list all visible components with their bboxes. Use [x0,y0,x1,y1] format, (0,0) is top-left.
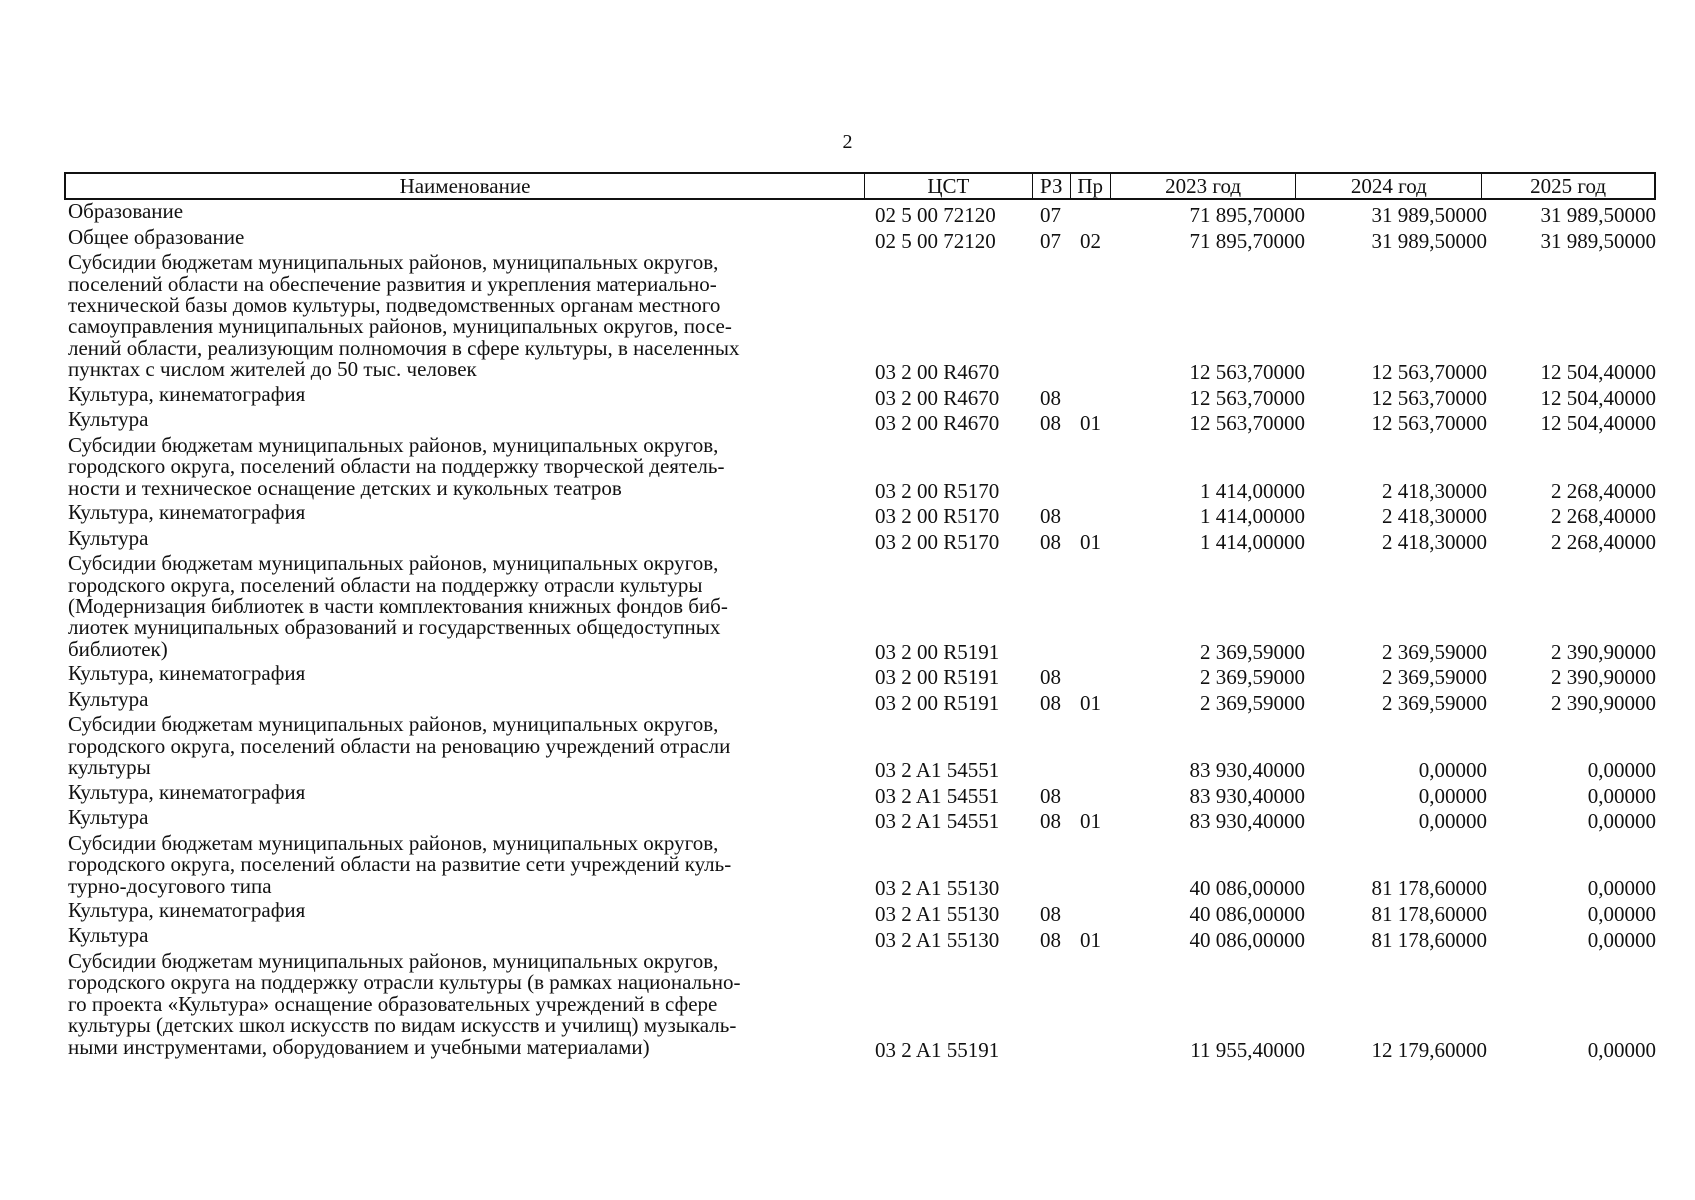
table-header [64,172,1656,200]
row-name: Субсидии бюджетам муниципальных районов, муниципальных округов, поселений области на обеспечение развития и укрепления материально- технической базы домов культуры, подведомственных органам местного самоуправления муниципальных районов, муниципальных округов, посе- лений области, реализующим полномочия в сфере культуры, в населенных пунктах с числом жителей до 50 тыс. человек [68,250,740,382]
row-name: Культура, кинематография [68,661,306,686]
row-2025: 0,00000 [1587,758,1656,783]
row-cst: 03 2 00 R4670 [875,411,1000,436]
row-2024: 2 418,30000 [1382,504,1487,529]
row-cst: 03 2 A1 54551 [875,758,1000,783]
row-2024: 12 563,70000 [1371,360,1487,385]
row-2024: 81 178,60000 [1371,902,1487,927]
row-rz: 07 [1040,228,1061,253]
row-2025: 0,00000 [1587,927,1656,952]
row-2024: 81 178,60000 [1371,927,1487,952]
row-rz: 08 [1040,690,1061,715]
row-name: Культура, кинематография [68,779,306,804]
row-cst: 03 2 A1 55130 [875,927,1000,952]
row-2024: 0,00000 [1418,809,1487,834]
row-name: Субсидии бюджетам муниципальных районов, муниципальных округов, городского округа на поддержку отрасли культуры (в рамках национально- го проекта «Культура» оснащение образовательных учреждений в сфере культуры (детских школ искусств по видам искусств и училищ) музыкаль- ными инструментами, оборудованием и учебными материалами) [68,949,741,1059]
row-2024: 2 418,30000 [1382,478,1487,503]
row-name: Образование [68,199,184,223]
row-rz: 08 [1040,902,1061,927]
row-values [64,413,1656,435]
row-2023: 40 086,00000 [1189,902,1305,927]
header-2023: 2023 год [1111,174,1297,198]
table-row [64,525,1656,554]
row-2024: 12 179,60000 [1371,1037,1487,1062]
table-row [64,553,1656,663]
row-2025: 2 268,40000 [1551,504,1656,529]
row-values [64,785,1656,807]
row-2025: 2 390,90000 [1551,639,1656,664]
row-2024: 81 178,60000 [1371,876,1487,901]
row-name: Культура, кинематография [68,897,306,922]
row-2023: 83 930,40000 [1189,783,1305,808]
row-2025: 0,00000 [1587,876,1656,901]
row-name: Субсидии бюджетам муниципальных районов, муниципальных округов, городского округа, поселений области на развитие сети учреждений куль- турно-досугового типа [68,830,732,898]
row-pr: 01 [1080,927,1101,952]
row-rz: 08 [1040,665,1061,690]
row-2024: 0,00000 [1418,783,1487,808]
table-row [64,807,1656,833]
row-2025: 2 390,90000 [1551,690,1656,715]
row-2024: 0,00000 [1418,758,1487,783]
row-values [64,205,1656,227]
row-2025: 12 504,40000 [1540,385,1656,410]
row-values [64,903,1656,925]
row-2023: 1 414,00000 [1200,478,1305,503]
table-row [64,714,1656,781]
row-2025: 12 504,40000 [1540,360,1656,385]
page-number: 2 [842,131,853,153]
row-cst: 03 2 A1 55130 [875,902,1000,927]
header-name: Наименование [66,174,865,198]
row-pr: 01 [1080,529,1101,554]
row-values [64,667,1656,689]
row-name: Культура, кинематография [68,499,306,524]
row-values [64,362,1656,384]
row-2023: 40 086,00000 [1189,876,1305,901]
row-2023: 71 895,70000 [1189,203,1305,228]
table-row [64,432,1656,503]
row-2025: 2 268,40000 [1551,529,1656,554]
row-pr: 01 [1080,809,1101,834]
row-name: Общее образование [68,224,245,249]
row-2023: 12 563,70000 [1189,411,1305,436]
row-2023: 1 414,00000 [1200,504,1305,529]
row-2023: 1 414,00000 [1200,529,1305,554]
row-values [64,641,1656,663]
row-rz: 08 [1040,385,1061,410]
row-2023: 11 955,40000 [1190,1037,1305,1062]
row-2024: 2 418,30000 [1382,529,1487,554]
row-values [64,760,1656,782]
row-cst: 03 2 A1 54551 [875,809,1000,834]
row-cst: 03 2 00 R5191 [875,690,1000,715]
row-values [64,480,1656,502]
row-2023: 12 563,70000 [1189,385,1305,410]
row-name: Субсидии бюджетам муниципальных районов, муниципальных округов, городского округа, поселений области на поддержку творческой деятель- ности и техническое оснащение детских и кукольных театров [68,432,725,500]
table-row [64,925,1656,951]
row-values [64,506,1656,528]
row-2025: 0,00000 [1587,902,1656,927]
row-2024: 31 989,50000 [1371,228,1487,253]
row-name: Субсидии бюджетам муниципальных районов, муниципальных округов, городского округа, поселений области на поддержку отрасли культуры (Модернизация библиотек в части комплектования книжных фондов биб- лиотек муниципальных образований и государственных общедоступных библиотек) [68,551,728,661]
row-values [64,878,1656,900]
row-cst: 03 2 00 R4670 [875,360,1000,385]
row-cst: 03 2 00 R5170 [875,504,1000,529]
row-2023: 71 895,70000 [1189,228,1305,253]
row-name: Культура [68,686,149,711]
table-row [64,897,1656,927]
row-pr: 01 [1080,690,1101,715]
table-row [64,830,1656,901]
row-name: Культура [68,805,149,830]
row-2025: 0,00000 [1587,783,1656,808]
header-pr: Пр [1071,174,1111,198]
row-cst: 03 2 A1 55130 [875,876,1000,901]
table-row [64,201,1656,227]
header-2025: 2025 год [1530,174,1607,198]
row-2023: 40 086,00000 [1189,927,1305,952]
header-rz: РЗ [1033,174,1071,198]
row-2024: 12 563,70000 [1371,385,1487,410]
header-2024: 2024 год [1296,174,1482,198]
row-name: Культура [68,407,149,432]
row-2024: 2 369,59000 [1382,639,1487,664]
row-2024: 31 989,50000 [1371,203,1487,228]
row-cst: 03 2 00 R5170 [875,478,1000,503]
row-2025: 31 989,50000 [1540,228,1656,253]
row-values [64,692,1656,714]
table-row [64,663,1656,689]
row-2023: 83 930,40000 [1189,758,1305,783]
row-name: Культура [68,923,149,948]
row-2023: 83 930,40000 [1189,809,1305,834]
row-pr: 02 [1080,228,1101,253]
row-cst: 03 2 00 R5170 [875,529,1000,554]
row-name: Культура, кинематография [68,381,306,406]
row-cst: 02 5 00 72120 [875,203,996,228]
row-2025: 31 989,50000 [1540,203,1656,228]
row-2023: 2 369,59000 [1200,665,1305,690]
table-body [64,201,1656,1061]
table-row [64,499,1656,529]
table-row [64,381,1656,410]
row-rz: 08 [1040,504,1061,529]
row-values [64,929,1656,951]
table-row [64,779,1656,808]
row-2023: 2 369,59000 [1200,639,1305,664]
row-name: Субсидии бюджетам муниципальных районов, муниципальных округов, городского округа, поселений области на реновацию учреждений отрасли культуры [68,712,731,780]
row-2025: 2 268,40000 [1551,478,1656,503]
row-rz: 08 [1040,529,1061,554]
row-cst: 03 2 00 R5191 [875,639,1000,664]
row-cst: 02 5 00 72120 [875,228,996,253]
row-cst: 03 2 00 R5191 [875,665,1000,690]
table-row [64,686,1656,715]
row-cst: 03 2 A1 55191 [875,1037,1000,1062]
row-2025: 0,00000 [1587,1037,1656,1062]
row-values [64,387,1656,409]
row-rz: 07 [1040,203,1061,228]
table-row [64,409,1656,435]
row-values [64,1039,1656,1061]
row-2025: 12 504,40000 [1540,411,1656,436]
row-2023: 2 369,59000 [1200,690,1305,715]
row-values [64,531,1656,553]
row-values [64,230,1656,252]
row-2023: 12 563,70000 [1189,360,1305,385]
row-cst: 03 2 A1 54551 [875,783,1000,808]
row-rz: 08 [1040,783,1061,808]
row-2024: 2 369,59000 [1382,690,1487,715]
header-cst: ЦСТ [865,174,1033,198]
row-2024: 12 563,70000 [1371,411,1487,436]
row-cst: 03 2 00 R4670 [875,385,1000,410]
row-pr: 01 [1080,411,1101,436]
row-2025: 0,00000 [1587,809,1656,834]
row-name: Культура [68,525,149,550]
table-row [64,224,1656,253]
row-rz: 08 [1040,411,1061,436]
row-2024: 2 369,59000 [1382,665,1487,690]
row-2025: 2 390,90000 [1551,665,1656,690]
row-rz: 08 [1040,927,1061,952]
row-values [64,811,1656,833]
table-row [64,951,1656,1061]
row-rz: 08 [1040,809,1061,834]
table-row [64,252,1656,383]
